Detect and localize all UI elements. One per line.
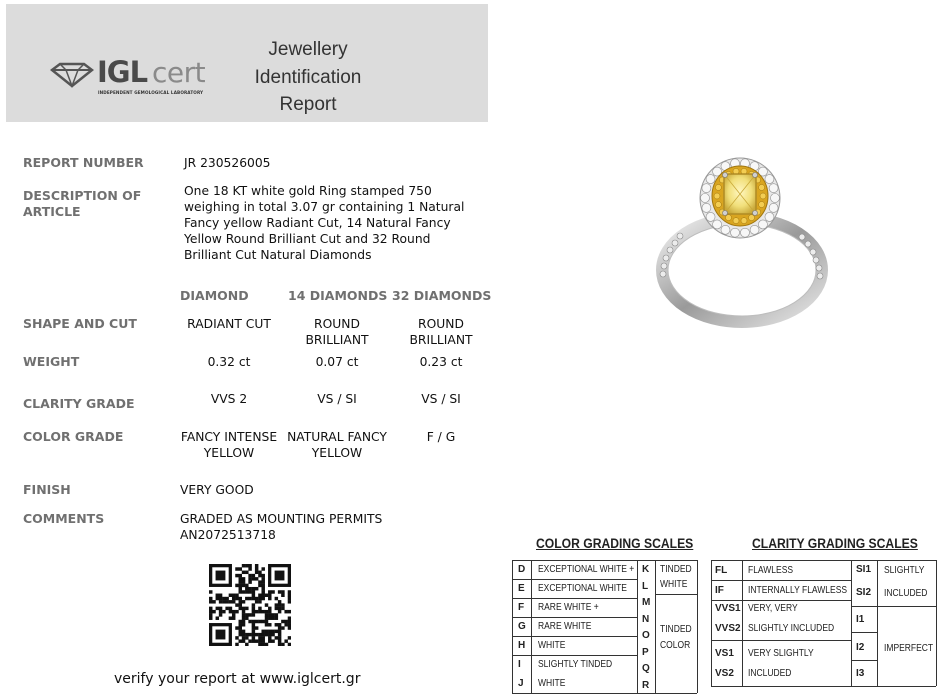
table-border [711,560,936,561]
color-grade-letter: L [642,580,649,592]
clarity-group-label: IMPERFECT [884,643,934,654]
logo-cert-text: cert [152,56,206,89]
clarity-group-label: INCLUDED [884,588,928,599]
table-border [877,560,878,686]
comments-value [180,511,382,543]
clarity-group-label: SLIGHTLY [884,565,925,576]
clarity-grade-code: IF [715,585,724,596]
column-header-diamond: DIAMOND [180,288,249,303]
color-grade-desc: WHITE [538,678,566,689]
logo-tagline: INDEPENDENT GEMOLOGICAL LABORATORY [98,90,204,95]
shape-cut-14 [282,316,392,348]
table-border [655,560,656,693]
report-number-label: REPORT NUMBER [23,155,144,170]
title-line: Jewellery [268,39,348,60]
report-header [6,4,488,122]
table-border [742,560,743,686]
shape-cut-32 [386,316,496,348]
cell-line: YELLOW [311,446,363,460]
description-line: Fancy yellow Radiant Cut, 14 Natural Fancy [184,216,451,230]
finish-value: VERY GOOD [180,483,254,497]
column-header-32-diamonds: 32 DIAMONDS [392,288,492,303]
table-border [512,560,697,561]
clarity-diamond: VVS 2 [210,392,248,406]
table-row-line [512,655,637,656]
qr-code[interactable] [209,564,291,646]
cell-line: YELLOW [203,446,255,460]
description-line: Brilliant Cut Natural Diamonds [184,248,372,262]
report-number-value: JR 230526005 [184,156,271,170]
color-grade-desc: RARE WHITE + [538,602,599,613]
color-grade-letter: P [642,646,649,658]
color-grade-letter: R [642,679,650,691]
description-line: One 18 KT white gold Ring stamped 750 [184,184,432,198]
cell-line: FANCY INTENSE [180,430,278,444]
clarity-grade-desc: VERY, VERY [748,603,798,614]
clarity-grade-code: SI2 [856,587,872,598]
comments-line: AN2072513718 [180,528,276,542]
color-grade-letter: G [518,621,526,632]
color-grade-desc: RARE WHITE [538,621,592,632]
weight-diamond: 0.32 ct [207,355,251,369]
cell-line: RADIANT CUT [187,317,271,331]
clarity-grade-desc: VERY SLIGHTLY [748,648,814,659]
weight-14: 0.07 ct [315,355,359,369]
title-line: Identification [254,66,362,88]
color-scale-title: COLOR GRADING SCALES [536,536,694,551]
table-border [512,693,697,694]
clarity-grade-desc: FLAWLESS [748,565,794,576]
table-row-line [851,660,877,661]
weight-label: WEIGHT [23,354,80,369]
title-line: Report [279,94,337,115]
clarity-grade-code: I2 [856,642,865,653]
clarity-grade-label: CLARITY GRADE [23,396,135,411]
color-group-label: WHITE [660,579,688,590]
color-diamond [174,429,284,461]
color-grade-letter: D [518,564,526,575]
table-row-line [877,606,936,607]
clarity-grade-desc: SLIGHTLY INCLUDED [748,623,835,634]
logo-igl-text: IGL [97,55,148,89]
table-row-line [851,606,877,607]
comments-label: COMMENTS [23,511,105,526]
ring-photo [630,150,840,335]
shape-cut-diamond [174,316,284,332]
verify-link[interactable]: verify your report at www.iglcert.gr [114,671,361,687]
clarity-scale-title: CLARITY GRADING SCALES [752,536,918,551]
color-grade-desc: SLIGHTLY TINDED [538,659,613,670]
table-row-line [512,636,637,637]
color-group-label: TINDED [660,564,692,575]
description-line: Yellow Round Brilliant Cut and 32 Round [184,232,431,246]
cell-line: BRILLIANT [409,333,473,347]
cell-line: ROUND [418,317,464,331]
cell-line: ROUND [314,317,360,331]
color-grade-letter: H [518,640,526,651]
clarity-grade-code: VS1 [715,648,734,659]
table-row-line [512,579,637,580]
color-grade-letter: O [642,630,650,641]
clarity-grade-code: SI1 [856,564,872,575]
color-grade-desc: WHITE [538,640,566,651]
color-grade-letter: J [518,678,524,689]
clarity-14: VS / SI [317,392,357,406]
cell-line: BRILLIANT [305,333,369,347]
description-label [23,188,141,220]
description-label-line: DESCRIPTION OF [23,188,142,203]
clarity-grade-code: FL [715,565,728,576]
color-group-label: COLOR [660,640,691,651]
clarity-32: VS / SI [421,392,461,406]
color-grade-letter: E [518,583,525,594]
shape-cut-label: SHAPE AND CUT [23,316,137,331]
color-grade-letter: I [518,659,521,670]
color-grade-letter: M [642,597,651,608]
table-row-line [711,600,851,601]
clarity-grade-code: VVS2 [715,623,741,634]
cell-line: NATURAL FANCY [287,430,387,444]
color-group-label: TINDED [660,624,692,635]
clarity-grade-code: I1 [856,614,865,625]
table-border [936,560,937,686]
clarity-grade-desc: INTERNALLY FLAWLESS [748,585,848,596]
table-row-line [711,640,851,641]
table-border [637,560,638,693]
clarity-grade-code: VVS1 [715,603,741,614]
table-border [697,560,698,693]
table-border [711,560,712,686]
table-row-line [851,632,877,633]
description-line: weighing in total 3.07 gr containing 1 Natural [184,200,465,214]
color-grade-desc: EXCEPTIONAL WHITE [538,583,627,594]
color-grade-letter: K [642,564,650,575]
color-14 [282,429,392,461]
weight-32: 0.23 ct [419,355,463,369]
comments-line: GRADED AS MOUNTING PERMITS [180,512,383,526]
column-header-14-diamonds: 14 DIAMONDS [288,288,388,303]
description-label-line: ARTICLE [23,204,81,219]
table-row-line [655,594,697,595]
color-grade-label: COLOR GRADE [23,429,124,444]
color-grade-letter: N [642,613,650,625]
table-row-line [512,598,637,599]
table-border [851,560,852,686]
color-grade-letter: Q [642,663,650,674]
clarity-grade-desc: INCLUDED [748,668,792,679]
description-value [184,183,464,263]
table-row-line [711,580,851,581]
diamond-logo-icon [50,62,94,88]
clarity-grade-code: I3 [856,668,865,679]
clarity-grade-code: VS2 [715,668,734,679]
table-border [711,686,936,687]
color-grade-desc: EXCEPTIONAL WHITE + [538,564,635,575]
report-title [234,36,382,119]
color-grade-letter: F [518,602,525,613]
finish-label: FINISH [23,482,71,497]
color-32: F / G [426,430,456,444]
table-row-line [512,617,637,618]
